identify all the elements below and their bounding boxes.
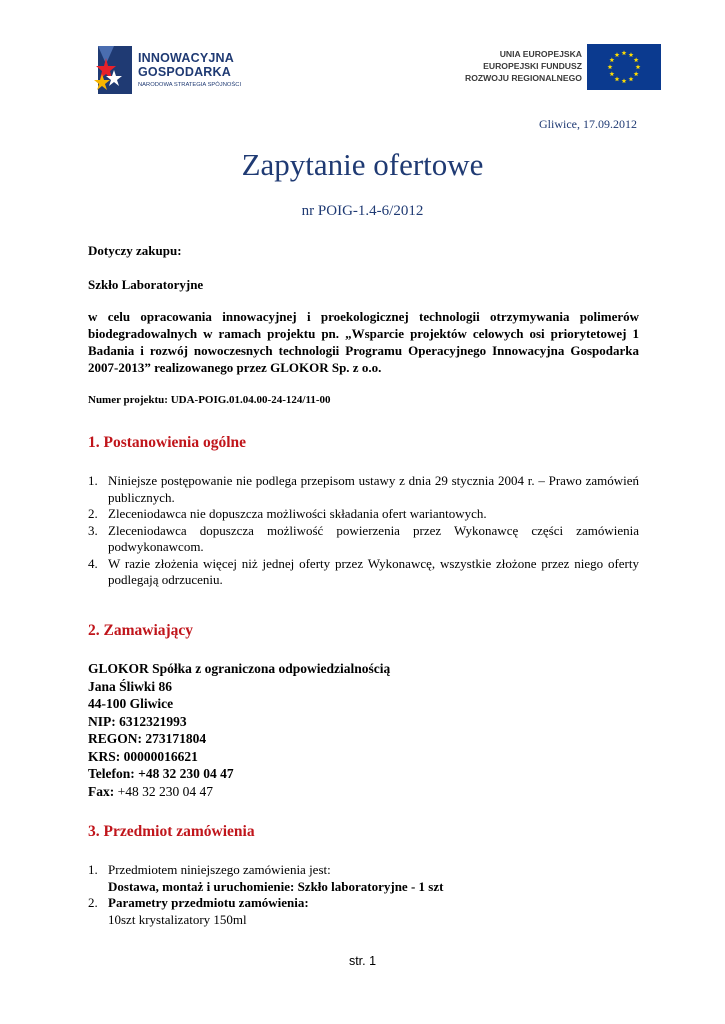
eu-logo-line1: UNIA EUROPEJSKA <box>499 49 582 59</box>
section1-heading: 1. Postanowienia ogólne <box>88 434 247 451</box>
innowacyjna-gospodarka-logo <box>92 44 262 96</box>
item-number: 4. <box>88 555 98 571</box>
page-title: Zapytanie ofertowe <box>241 147 484 182</box>
section1-list <box>88 473 639 589</box>
item-number: 2. <box>88 506 98 521</box>
eu-flag-icon <box>587 44 661 90</box>
ig-logo-line2: GOSPODARKA <box>138 65 231 79</box>
company-phone: Telefon: +48 32 230 04 47 <box>88 766 234 781</box>
document-number: nr POIG-1.4-6/2012 <box>301 203 424 219</box>
item-number: 1. <box>88 473 98 488</box>
section2-heading: 2. Zamawiający <box>88 622 194 639</box>
item-text: Zleceniodawca dopuszcza możliwość powierzenia przez Wykonawcę części zamówienia podwykonawcom. <box>108 522 639 554</box>
item-bold-text: Dostawa, montaż i uruchomienie: Szkło laboratoryjne - 1 szt <box>108 878 444 894</box>
list-item <box>88 523 639 556</box>
item-number: 1. <box>88 862 98 877</box>
section3-list <box>88 862 639 928</box>
ig-logo-mark-icon <box>92 44 136 96</box>
project-number: Numer projektu: UDA-POIG.01.04.00-24-124/11-00 <box>88 394 331 406</box>
eu-logo-line2: EUROPEJSKI FUNDUSZ <box>483 61 582 71</box>
fax-label: Fax: <box>88 783 115 799</box>
purchase-subject: Szkło Laboratoryjne <box>88 277 204 292</box>
company-fax <box>88 783 390 801</box>
company-city: 44-100 Gliwice <box>88 696 174 711</box>
contractor-address <box>88 660 390 800</box>
list-item <box>88 895 639 928</box>
eu-logo-line3: ROZWOJU REGIONALNEGO <box>465 73 582 83</box>
ig-logo-line3: NARODOWA STRATEGIA SPÓJNOŚCI <box>138 82 242 88</box>
item-text: W razie złożenia więcej niż jednej oferty przez Wykonawcę, wszystkie złożone przez niego oferty podlegają odrzuceniu. <box>108 555 639 587</box>
eu-logo-text <box>440 48 582 84</box>
purchase-description: w celu opracowania innowacyjnej i proekologicznej technologii otrzymywania polimerów biodegradowalnych w ramach projektu pn. „Wsparcie projektów celowych osi priorytetowej 1 Badania i rozwój nowoczesnych technologii Programu Operacyjnego Innowacyjna Gospodarka 2007-2013” realizowanego przez GLOKOR Sp. z o.o. <box>88 309 639 375</box>
ig-logo-line1: INNOWACYJNA <box>138 51 234 65</box>
company-regon: REGON: 273171804 <box>88 731 207 746</box>
company-street: Jana Śliwki 86 <box>88 678 173 694</box>
company-nip: NIP: 6312321993 <box>88 713 187 729</box>
item-number: 3. <box>88 522 98 538</box>
company-krs: KRS: 00000016621 <box>88 748 198 764</box>
list-item <box>88 556 639 589</box>
item-number: 2. <box>88 895 98 910</box>
page-number: str. 1 <box>348 954 377 968</box>
list-item <box>88 473 639 506</box>
list-item <box>88 862 639 895</box>
concerns-label: Dotyczy zakupu: <box>88 243 182 258</box>
company-name: GLOKOR Spółka z ograniczona odpowiedzialnością <box>88 661 391 676</box>
item-bold-text: Parametry przedmiotu zamówienia: <box>108 895 309 910</box>
item-text: Przedmiotem niniejszego zamówienia jest: <box>108 862 331 877</box>
item-text: Zleceniodawca nie dopuszcza możliwości składania ofert wariantowych. <box>108 506 487 521</box>
section3-heading: 3. Przedmiot zamówienia <box>88 823 255 840</box>
list-item <box>88 506 639 523</box>
item-text: Niniejsze postępowanie nie podlega przepisom ustawy z dnia 29 stycznia 2004 r. – Prawo zamówień publicznych. <box>108 473 639 505</box>
item-text: 10szt krystalizatory 150ml <box>108 911 247 927</box>
document-date: Gliwice, 17.09.2012 <box>539 117 637 131</box>
fax-value: +48 32 230 04 47 <box>114 783 213 799</box>
